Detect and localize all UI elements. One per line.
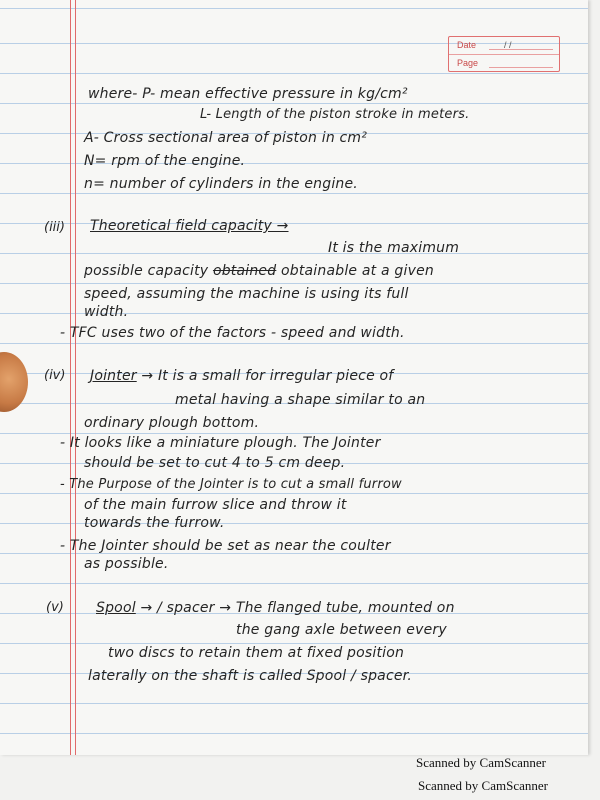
text-line: L- Length of the piston stroke in meters. xyxy=(200,107,470,122)
margin-line xyxy=(75,0,76,755)
text-line: towards the furrow. xyxy=(84,515,225,531)
text-line: laterally on the shaft is called Spool / spacer. xyxy=(88,668,412,684)
text-line: speed, assuming the machine is using its full xyxy=(84,286,409,302)
text-line xyxy=(90,368,393,384)
page-label: Page xyxy=(457,58,479,68)
margin-line xyxy=(70,0,71,755)
text-line: two discs to retain them at fixed position xyxy=(108,645,405,661)
struck-word: obtained xyxy=(212,263,277,279)
text-line: A- Cross sectional area of piston in cm² xyxy=(84,130,368,146)
section-number: (v) xyxy=(46,600,64,615)
text-line xyxy=(96,600,455,616)
text-line: metal having a shape similar to an xyxy=(175,392,426,408)
bullet-line: - The Jointer should be set as near the coulter xyxy=(60,538,391,554)
text-span: possible capacity xyxy=(84,263,209,279)
scanner-watermark: Scanned by CamScanner xyxy=(416,755,546,770)
section-title: Theoretical field capacity → xyxy=(90,218,289,234)
section-number: (iii) xyxy=(44,220,65,235)
text-line xyxy=(84,263,434,279)
section-title: Jointer xyxy=(90,368,137,384)
date-page-box xyxy=(448,36,560,72)
text-line: width. xyxy=(84,304,129,320)
text-span: → / spacer → The flanged tube, mounted on xyxy=(140,600,455,616)
text-line: N= rpm of the engine. xyxy=(84,153,246,169)
bullet-line: - It looks like a miniature plough. The Jointer xyxy=(60,435,381,451)
text-span: → It is a small for irregular piece of xyxy=(141,368,394,384)
date-value: / / xyxy=(504,40,512,50)
text-line: n= number of cylinders in the engine. xyxy=(84,176,358,192)
text-line: should be set to cut 4 to 5 cm deep. xyxy=(84,455,346,471)
bullet-line: - TFC uses two of the factors - speed and width. xyxy=(60,325,405,341)
text-line: as possible. xyxy=(84,556,169,572)
section-title: Spool xyxy=(96,600,136,616)
text-line: of the main furrow slice and throw it xyxy=(84,497,347,513)
text-line: It is the maximum xyxy=(328,240,460,256)
text-span: obtainable at a given xyxy=(280,263,434,279)
section-number: (iv) xyxy=(44,368,66,383)
date-label: Date xyxy=(457,40,477,50)
scanner-watermark: Scanned by CamScanner xyxy=(418,778,548,793)
text-line: the gang axle between every xyxy=(236,622,447,638)
text-line: where- P- mean effective pressure in kg/cm² xyxy=(88,86,408,102)
bullet-line: - The Purpose of the Jointer is to cut a small furrow xyxy=(60,477,402,492)
text-line: ordinary plough bottom. xyxy=(84,415,260,431)
